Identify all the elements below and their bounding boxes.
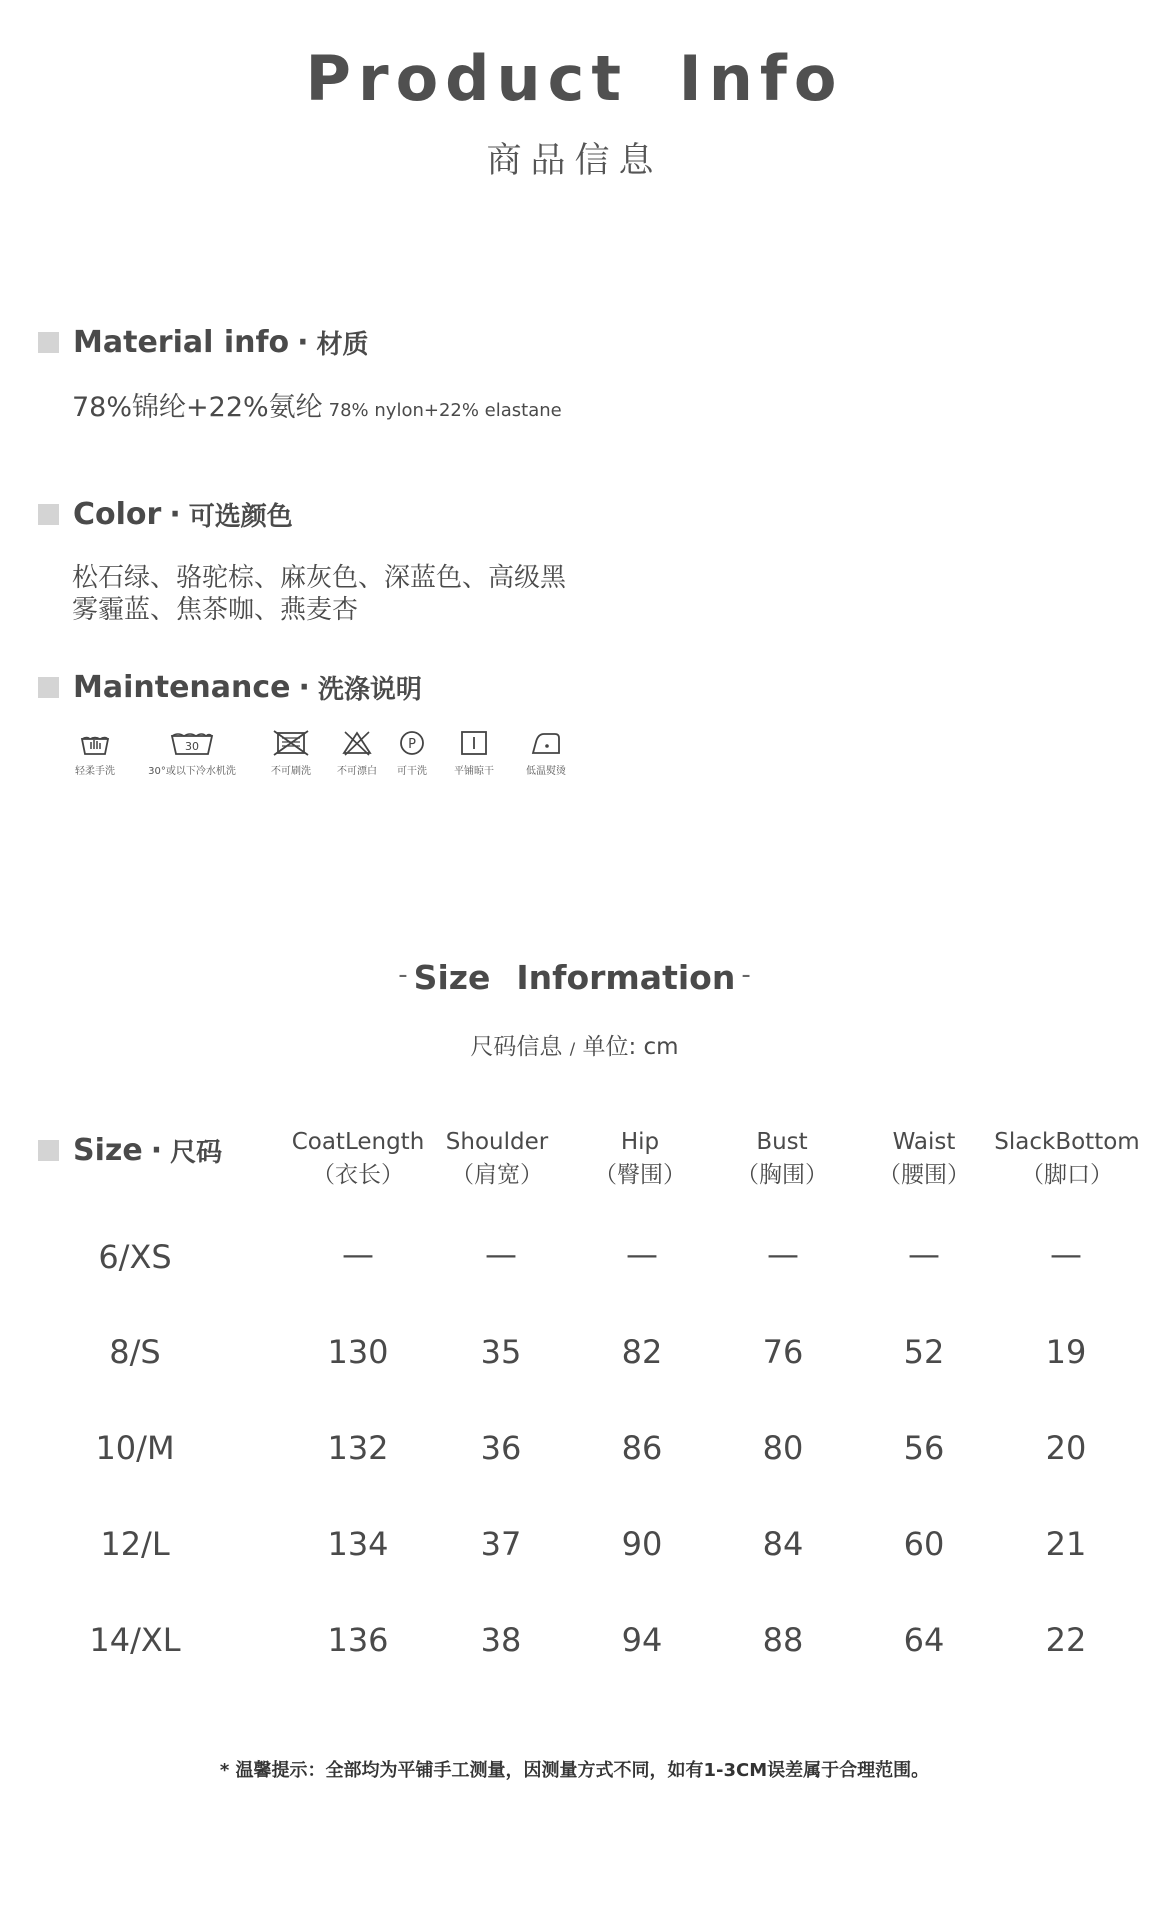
table-cell: 82	[621, 1333, 663, 1371]
table-cell: —	[626, 1235, 658, 1273]
table-cell: 134	[327, 1525, 389, 1563]
maintenance-heading-en: Maintenance	[73, 669, 291, 705]
table-cell: 60	[903, 1525, 945, 1563]
care-label: 30°或以下冷水机洗	[148, 766, 236, 777]
care-item	[446, 730, 502, 777]
care-item	[392, 730, 432, 777]
care-item	[332, 730, 382, 777]
table-cell: 19	[1045, 1333, 1087, 1371]
column-header-hip	[580, 1126, 700, 1192]
care-item	[70, 730, 120, 777]
color-heading	[38, 494, 293, 534]
size-subtitle-slash: /	[569, 1039, 576, 1058]
square-bullet-icon	[38, 1140, 59, 1161]
table-cell: 64	[903, 1621, 945, 1659]
table-cell: 80	[762, 1429, 804, 1467]
size-label-s: 8/S	[109, 1333, 161, 1371]
column-header-en: SlackBottom	[994, 1129, 1140, 1155]
table-cell: 90	[621, 1525, 663, 1563]
table-cell: —	[342, 1235, 374, 1273]
column-header-en: Waist	[892, 1129, 956, 1155]
column-header-shoulder	[432, 1126, 562, 1192]
title-dash: -	[741, 960, 751, 990]
wash-temp-number: 30	[185, 740, 199, 753]
size-label-xl: 14/XL	[89, 1621, 181, 1659]
maintenance-heading	[38, 667, 422, 707]
care-label: 不可刷洗	[271, 766, 311, 777]
column-header-cn: （腰围）	[878, 1162, 970, 1188]
hand-wash-icon	[79, 730, 111, 756]
table-cell: 130	[327, 1333, 389, 1371]
material-heading-cn: 材质	[316, 329, 369, 360]
heading-dot: ·	[297, 324, 309, 360]
dry-clean-icon	[397, 730, 427, 756]
care-label: 平铺晾干	[454, 766, 494, 777]
table-cell: 56	[903, 1429, 945, 1467]
size-info-title-b: Information	[516, 958, 736, 997]
table-cell: 36	[480, 1429, 522, 1467]
column-header-cn: （肩宽）	[451, 1162, 543, 1188]
heading-dot: ·	[298, 669, 310, 705]
size-label-xs: 6/XS	[98, 1238, 172, 1276]
color-heading-en: Color	[73, 496, 162, 532]
table-cell: 21	[1045, 1525, 1087, 1563]
table-cell: —	[767, 1235, 799, 1273]
size-table-heading	[38, 1130, 222, 1170]
care-label: 可干洗	[397, 766, 427, 777]
size-label-l: 12/L	[100, 1525, 170, 1563]
no-brush-icon	[271, 730, 311, 756]
column-header-coat-length	[288, 1126, 428, 1192]
column-header-en: Hip	[620, 1129, 660, 1155]
color-list-line-1: 松石绿、骆驼棕、麻灰色、深蓝色、高级黑	[72, 563, 567, 593]
care-label: 轻柔手洗	[75, 766, 115, 777]
wash-30-icon	[168, 730, 216, 756]
color-heading-cn: 可选颜色	[188, 501, 293, 532]
table-cell: —	[1050, 1235, 1082, 1273]
column-header-bust	[722, 1126, 842, 1192]
square-bullet-icon	[38, 677, 59, 698]
color-list-line-2: 雾霾蓝、焦茶咖、燕麦杏	[72, 595, 359, 625]
table-cell: 86	[621, 1429, 663, 1467]
material-value-en: 78% nylon+22% elastane	[328, 400, 562, 421]
measurement-note: * 温馨提示：全部均为平铺手工测量，因测量方式不同，如有1-3CM误差属于合理范围。	[219, 1760, 930, 1781]
size-info-title-a: Size	[413, 958, 491, 997]
page-subtitle: 商品信息	[486, 141, 663, 181]
care-label: 不可漂白	[337, 766, 377, 777]
size-heading-cn: 尺码	[170, 1137, 223, 1168]
table-cell: 52	[903, 1333, 945, 1371]
care-item	[266, 730, 316, 777]
table-cell: 88	[762, 1621, 804, 1659]
table-cell: —	[485, 1235, 517, 1273]
column-header-cn: （臀围）	[594, 1162, 686, 1188]
care-item	[142, 730, 242, 777]
dry-clean-letter: P	[408, 737, 416, 752]
page-title: Product Info	[305, 42, 844, 115]
table-cell: 132	[327, 1429, 389, 1467]
table-cell: 20	[1045, 1429, 1087, 1467]
table-cell: 22	[1045, 1621, 1087, 1659]
care-item	[518, 730, 574, 777]
table-cell: 37	[480, 1525, 522, 1563]
square-bullet-icon	[38, 332, 59, 353]
low-iron-icon	[529, 730, 563, 756]
material-value	[72, 385, 562, 424]
column-header-slack-bottom	[992, 1126, 1142, 1192]
table-cell: 94	[621, 1621, 663, 1659]
table-cell: 136	[327, 1621, 389, 1659]
square-bullet-icon	[38, 504, 59, 525]
flat-dry-icon	[459, 730, 489, 756]
column-header-cn: （胸围）	[736, 1162, 828, 1188]
column-header-en: Bust	[756, 1129, 808, 1155]
heading-dot: ·	[150, 1132, 163, 1168]
column-header-en: CoatLength	[291, 1129, 425, 1155]
material-value-cn: 78%锦纶+22%氨纶	[72, 392, 323, 423]
size-subtitle-a: 尺码信息	[470, 1034, 563, 1060]
material-heading-en: Material info	[73, 324, 290, 360]
size-label-m: 10/M	[95, 1429, 175, 1467]
size-subtitle-b: 单位: cm	[582, 1034, 679, 1060]
material-heading	[38, 322, 369, 362]
column-header-cn: （脚口）	[1021, 1162, 1113, 1188]
table-cell: 84	[762, 1525, 804, 1563]
no-bleach-icon	[341, 730, 373, 756]
size-info-title	[0, 958, 1149, 997]
column-header-waist	[864, 1126, 984, 1192]
size-heading-en: Size	[73, 1132, 143, 1168]
column-header-en: Shoulder	[445, 1129, 549, 1155]
table-cell: 38	[480, 1621, 522, 1659]
title-dash: -	[398, 960, 408, 990]
size-info-subtitle	[0, 1028, 1149, 1061]
maintenance-heading-cn: 洗涤说明	[317, 674, 422, 705]
care-label: 低温熨烫	[526, 766, 566, 777]
heading-dot: ·	[169, 496, 181, 532]
table-cell: 35	[480, 1333, 522, 1371]
care-instructions	[70, 730, 590, 790]
column-header-cn: （衣长）	[312, 1162, 404, 1188]
table-cell: 76	[762, 1333, 804, 1371]
table-cell: —	[908, 1235, 940, 1273]
